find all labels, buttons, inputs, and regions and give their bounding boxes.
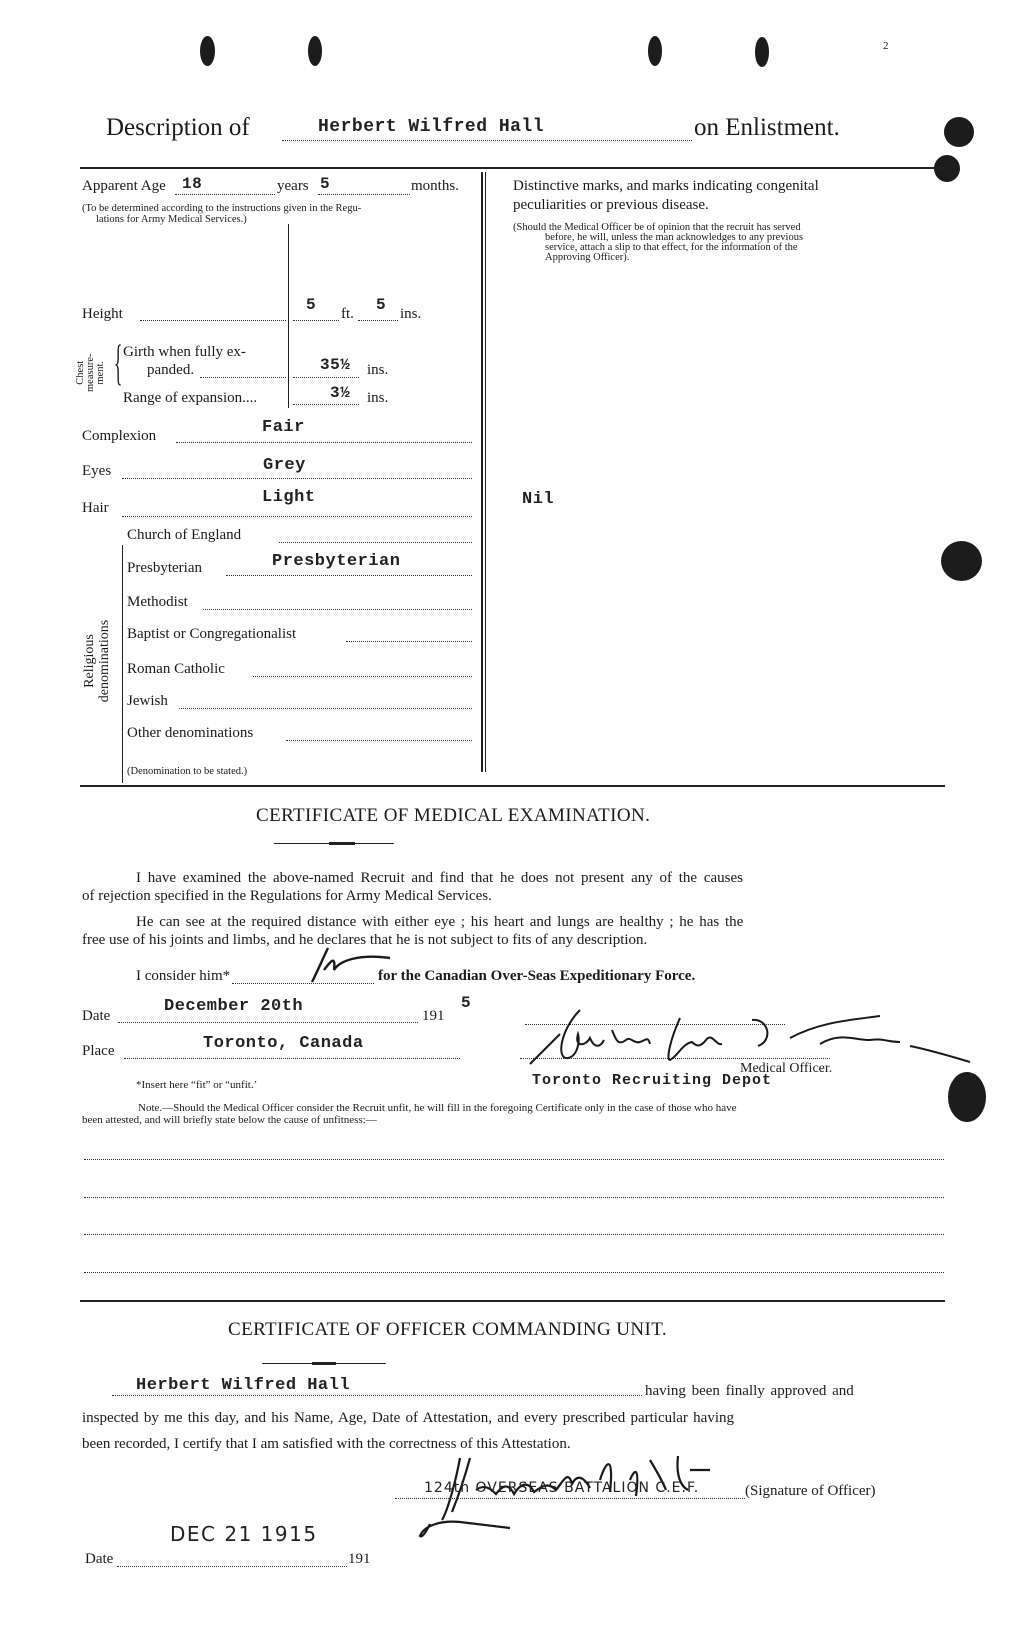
punch-hole: [308, 36, 322, 66]
depot-stamp: Toronto Recruiting Depot: [532, 1072, 773, 1089]
commanding-date-label: Date: [85, 1551, 114, 1567]
top-rule: [80, 167, 945, 169]
range-value-line: [293, 404, 359, 405]
years-label: years: [277, 178, 309, 194]
title-name-line: [282, 140, 692, 141]
medical-certificate-title: CERTIFICATE OF MEDICAL EXAMINATION.: [256, 805, 651, 826]
distinctive-title: peculiarities or previous disease.: [513, 197, 709, 213]
commanding-name-line: [112, 1395, 642, 1396]
unfitness-line: [84, 1272, 944, 1273]
commanding-recruit-name: Herbert Wilfred Hall: [136, 1376, 351, 1395]
ins-label: ins.: [400, 306, 422, 322]
chest-label: Chest: [75, 360, 86, 385]
hair-label: Hair: [82, 500, 109, 516]
girth-ins-label: ins.: [367, 362, 389, 378]
distinctive-value: Nil: [522, 490, 555, 509]
unfitness-line: [84, 1234, 944, 1235]
religion-item-line: [279, 542, 472, 543]
medical-paragraph: of rejection specified in the Regulations for Army Medical Services.: [82, 888, 492, 904]
chest-brace: {: [114, 334, 123, 390]
column-divider: [481, 172, 483, 772]
complexion-value: Fair: [262, 418, 305, 437]
signature-of-officer-label: (Signature of Officer): [745, 1483, 876, 1499]
distinctive-note: (Should the Medical Officer be of opinion that the recruit has served: [513, 222, 801, 233]
height-ft-value: 5: [306, 296, 317, 314]
place-line: [124, 1058, 460, 1059]
girth-value-line: [293, 377, 359, 378]
range-value: 3½: [330, 384, 351, 402]
girth-label: panded.: [147, 362, 195, 378]
religion-item-line: [203, 609, 472, 610]
religion-item-label: Jewish: [127, 693, 168, 709]
unfitness-line: [84, 1197, 944, 1198]
eyes-label: Eyes: [82, 463, 112, 479]
religion-item-label: Presbyterian: [127, 560, 202, 576]
medical-officer-label: Medical Officer.: [740, 1061, 833, 1076]
girth-label: Girth when fully ex-: [123, 344, 246, 360]
battalion-stamp: 124th OVERSEAS BATTALION C.E.F.: [424, 1480, 700, 1496]
medical-paragraph: I have examined the above-named Recruit and find that he does not present any of the causes: [136, 870, 743, 886]
religion-item-label: Methodist: [127, 594, 188, 610]
hair-line: [122, 516, 472, 517]
medical-paragraph: He can see at the required distance with either eye ; his heart and lungs are healthy ; he has the: [136, 914, 744, 930]
chest-side-label: [76, 354, 106, 392]
description-title: [106, 114, 250, 142]
chest-label: ment.: [95, 360, 106, 385]
commanding-date-line: [117, 1566, 347, 1567]
religion-item-line: [226, 575, 472, 576]
title-prefix: Description of: [106, 114, 250, 141]
commanding-text: having been finally approved and: [645, 1383, 854, 1399]
religion-item-value: Presbyterian: [272, 552, 401, 571]
punch-hole: [944, 117, 974, 147]
year-prefix: 191: [422, 1008, 445, 1024]
column-divider: [485, 172, 486, 772]
religion-label: Religious: [82, 634, 97, 688]
height-in-value: 5: [376, 296, 387, 314]
page-mark: 2: [883, 40, 889, 52]
other-denomination-note: (Denomination to be stated.): [127, 766, 248, 777]
distinctive-title: Distinctive marks, and marks indicating congenital: [513, 178, 819, 194]
title-ornament: [312, 1362, 336, 1365]
unfitness-note: been attested, and will briefly state below the cause of unfitness:—: [82, 1114, 377, 1126]
commanding-date-stamp: DEC 21 1915: [170, 1522, 318, 1546]
year-suffix: 5: [461, 994, 472, 1012]
religion-item-label: Church of England: [127, 527, 242, 543]
unfitness-note: Note.—Should the Medical Officer consider the Recruit unfit, he will fill in the foregoing Certificate only in the case of those who have: [138, 1102, 737, 1114]
girth-line: [200, 377, 286, 378]
hair-value: Light: [262, 488, 316, 507]
complexion-line: [176, 442, 472, 443]
age-years-line: [175, 194, 275, 195]
distinctive-note: Approving Officer).: [545, 252, 630, 263]
commanding-certificate-title: CERTIFICATE OF OFFICER COMMANDING UNIT.: [228, 1319, 667, 1340]
place-value: Toronto, Canada: [203, 1034, 364, 1053]
place-label: Place: [82, 1043, 115, 1059]
medical-date-value: December 20th: [164, 997, 304, 1016]
religion-brace: [122, 545, 123, 783]
height-in-line: [358, 320, 398, 321]
punch-hole: [755, 37, 769, 67]
insert-note: *Insert here “fit” or “unfit.’: [136, 1079, 258, 1091]
religion-item-label: Roman Catholic: [127, 661, 225, 677]
commanding-year-prefix: 191: [348, 1551, 371, 1567]
chest-label: measure-: [85, 353, 96, 392]
religion-label: denominations: [97, 619, 112, 703]
religion-item-line: [179, 708, 472, 709]
religion-side-label: [82, 600, 112, 722]
consider-prefix: I consider him*: [136, 968, 231, 984]
height-ft-line: [293, 320, 339, 321]
age-note: (To be determined according to the instructions given in the Regu-: [82, 203, 362, 214]
height-label: Height: [82, 306, 123, 322]
section-rule: [80, 785, 945, 787]
ft-label: ft.: [341, 306, 354, 322]
date-label: Date: [82, 1008, 111, 1024]
range-label: Range of expansion....: [123, 390, 258, 406]
eyes-line: [122, 478, 472, 479]
distinctive-note: before, he will, unless the man acknowledges to any previous: [545, 232, 804, 243]
religion-item-line: [253, 676, 472, 677]
punch-hole: [941, 541, 982, 581]
distinctive-note: service, attach a slip to that effect, for the information of the: [545, 242, 798, 253]
unfitness-line: [84, 1159, 944, 1160]
girth-value: 35½: [320, 356, 351, 374]
section-rule: [80, 1300, 945, 1302]
age-years-value: 18: [182, 175, 203, 193]
punch-hole: [200, 36, 215, 66]
complexion-label: Complexion: [82, 428, 157, 444]
officer-signature-line: [395, 1498, 745, 1499]
religion-item-label: Other denominations: [127, 725, 254, 741]
date-line: [118, 1022, 418, 1023]
age-months-value: 5: [320, 175, 331, 193]
title-ornament: [329, 842, 355, 845]
recruit-name: Herbert Wilfred Hall: [318, 117, 545, 137]
months-label: months.: [411, 178, 459, 194]
religion-item-line: [286, 740, 472, 741]
value-divider: [288, 224, 289, 408]
medical-paragraph: free use of his joints and limbs, and he declares that he is not subject to fits of any description.: [82, 932, 648, 948]
apparent-age-label: Apparent Age: [82, 178, 166, 194]
commanding-text: inspected by me this day, and his Name, Age, Date of Attestation, and every prescribed particular having: [82, 1410, 735, 1426]
eyes-value: Grey: [263, 456, 306, 475]
age-note: lations for Army Medical Services.): [96, 214, 247, 225]
age-months-line: [318, 194, 410, 195]
religion-item-line: [346, 641, 472, 642]
range-ins-label: ins.: [367, 390, 389, 406]
height-line: [140, 320, 286, 321]
religion-item-label: Baptist or Congregationalist: [127, 626, 297, 642]
commanding-text: been recorded, I certify that I am satisfied with the correctness of this Attestation.: [82, 1436, 571, 1452]
title-suffix: on Enlistment.: [694, 114, 840, 141]
punch-hole: [648, 36, 662, 66]
consider-suffix: for the Canadian Over-Seas Expeditionary Force.: [378, 968, 696, 984]
